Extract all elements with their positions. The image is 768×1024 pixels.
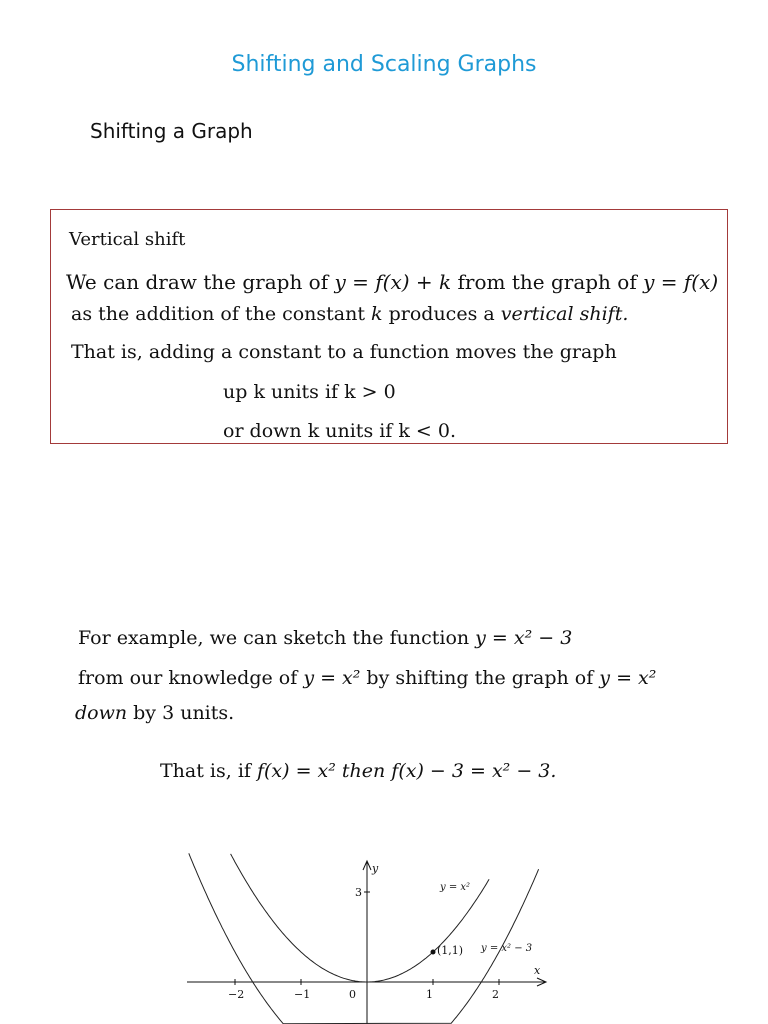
x-tick-label: 2 bbox=[492, 988, 499, 1001]
parabola-graph bbox=[0, 824, 768, 1024]
example-text: from our knowledge of bbox=[78, 667, 304, 689]
definition-equation: y = f(x) + k bbox=[334, 270, 452, 294]
definition-emphasis: vertical shift. bbox=[500, 303, 629, 325]
x-axis-label: x bbox=[534, 964, 541, 977]
example-line-4 bbox=[160, 760, 556, 782]
x-tick-label: −2 bbox=[228, 988, 245, 1001]
section-heading: Shifting a Graph bbox=[90, 119, 253, 143]
x-tick-label: 0 bbox=[349, 988, 356, 1001]
point-marker bbox=[431, 950, 436, 955]
definition-line-1 bbox=[66, 270, 718, 294]
definition-text: from the graph of bbox=[451, 270, 644, 294]
page-title: Shifting and Scaling Graphs bbox=[231, 52, 537, 77]
example-text: For example, we can sketch the function bbox=[78, 627, 476, 649]
definition-heading: Vertical shift bbox=[69, 229, 186, 250]
example-line-1 bbox=[78, 627, 572, 649]
definition-equation: y = f(x) bbox=[643, 270, 719, 294]
definition-line-2 bbox=[71, 303, 628, 325]
example-emphasis: down bbox=[75, 702, 128, 724]
x-tick-label: −1 bbox=[294, 988, 311, 1001]
y-axis-label: y bbox=[372, 862, 379, 875]
example-text: by 3 units. bbox=[127, 702, 235, 724]
definition-variable: k bbox=[371, 303, 383, 325]
series-curve-1 bbox=[231, 854, 490, 982]
point-label: (1,1) bbox=[437, 944, 464, 957]
definition-case-up: up k units if k > 0 bbox=[223, 381, 396, 403]
series-label-1: y = x² bbox=[440, 882, 471, 893]
definition-text: produces a bbox=[382, 303, 501, 325]
example-line-3 bbox=[75, 702, 234, 724]
definition-text: We can draw the graph of bbox=[66, 270, 335, 294]
example-equation: y = x² − 3 bbox=[475, 627, 573, 649]
x-tick-label: 1 bbox=[426, 988, 433, 1001]
definition-box bbox=[50, 209, 728, 444]
example-text: That is, if bbox=[160, 760, 257, 782]
definition-text: as the addition of the constant bbox=[71, 303, 372, 325]
series-label-2: y = x² − 3 bbox=[481, 943, 533, 954]
example-equation: f(x) = x² then f(x) − 3 = x² − 3. bbox=[256, 760, 557, 782]
definition-line-3: That is, adding a constant to a function moves the graph bbox=[71, 341, 617, 363]
y-tick-label: 3 bbox=[355, 886, 362, 899]
example-equation: y = x² bbox=[303, 667, 361, 689]
example-equation: y = x² bbox=[599, 667, 657, 689]
example-line-2 bbox=[78, 667, 656, 689]
definition-case-down: or down k units if k < 0. bbox=[223, 420, 457, 442]
example-text: by shifting the graph of bbox=[360, 667, 600, 689]
